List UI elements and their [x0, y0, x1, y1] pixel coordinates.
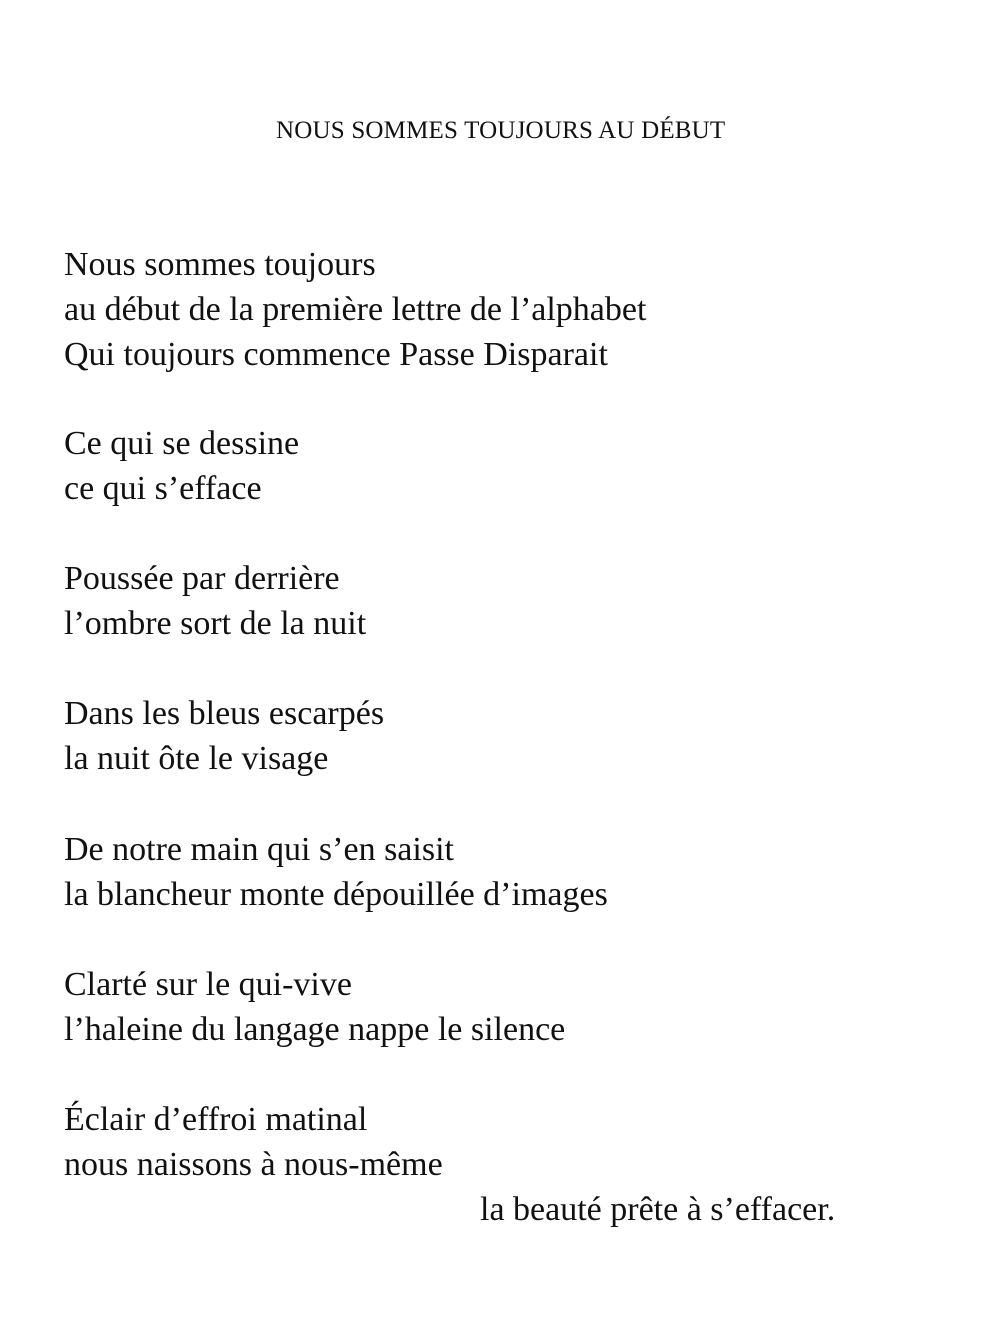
- stanza-3: [64, 556, 366, 646]
- poem-line: la blancheur monte dépouillée d’images: [64, 876, 608, 913]
- poem-line: Poussée par derrière: [64, 560, 340, 597]
- poem-title: NOUS SOMMES TOUJOURS AU DÉBUT: [276, 117, 726, 144]
- stanza-1: [64, 242, 646, 377]
- poem-line: l’ombre sort de la nuit: [64, 605, 367, 642]
- stanza-7: [64, 1097, 835, 1232]
- poem-line: l’haleine du langage nappe le silence: [64, 1011, 566, 1048]
- poem-line: Clarté sur le qui-vive: [64, 966, 352, 1003]
- stanza-6: [64, 962, 565, 1052]
- poem-line: la nuit ôte le visage: [64, 740, 329, 777]
- stanza-5: [64, 827, 608, 917]
- poem-line: nous naissons à nous-même: [64, 1146, 443, 1183]
- stanza-4: [64, 691, 384, 781]
- poem-line: De notre main qui s’en saisit: [64, 831, 454, 868]
- stanza-2: [64, 421, 299, 511]
- poem-line: au début de la première lettre de l’alphabet: [64, 291, 647, 328]
- poem-line: Éclair d’effroi matinal: [64, 1101, 368, 1138]
- poem-line: Nous sommes toujours: [64, 246, 376, 283]
- poem-line: Ce qui se dessine: [64, 425, 300, 462]
- poem-line: ce qui s’efface: [64, 470, 262, 507]
- poem-line: Qui toujours commence Passe Disparait: [64, 336, 608, 373]
- poem-line: Dans les bleus escarpés: [64, 695, 385, 732]
- poem-line-indented: la beauté prête à s’effacer.: [480, 1191, 836, 1228]
